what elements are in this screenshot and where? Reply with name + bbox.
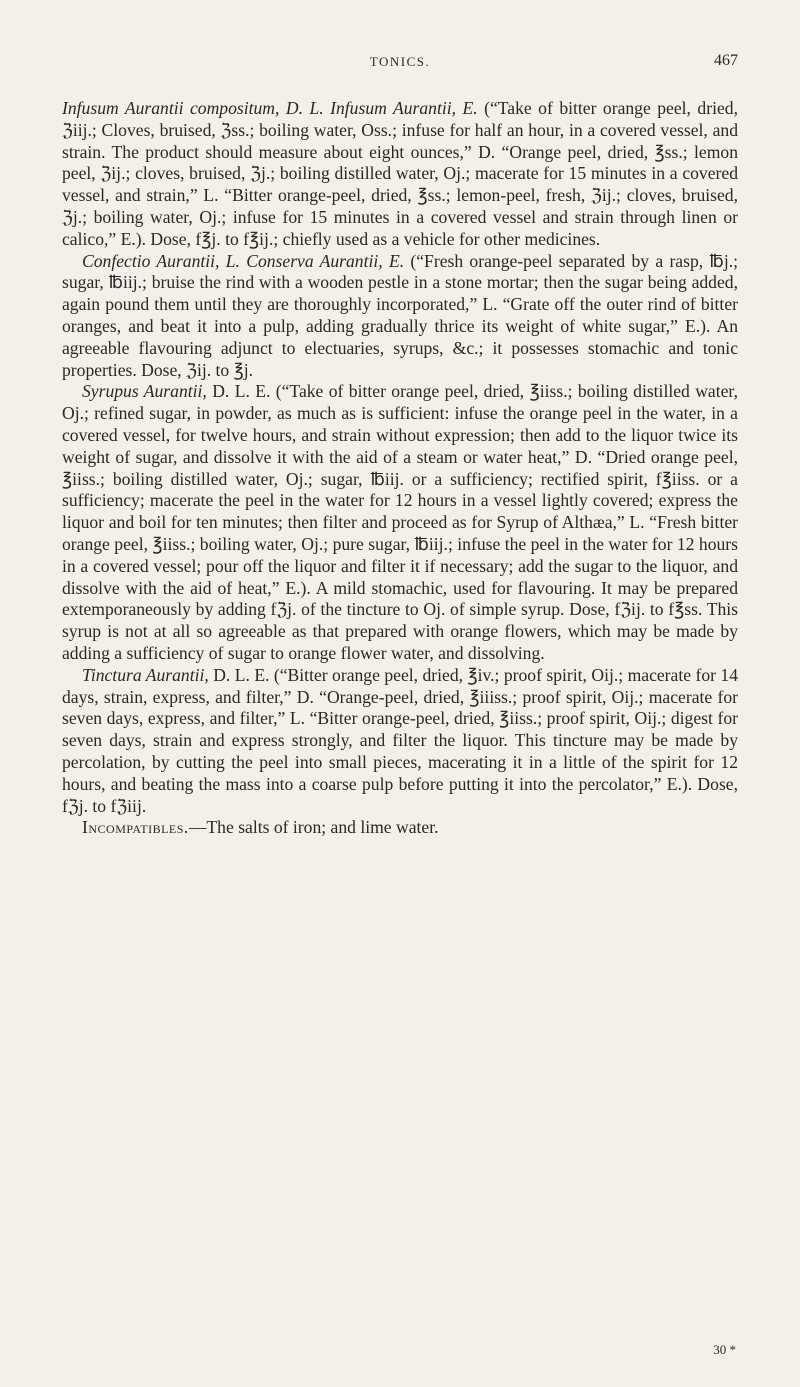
running-title: TONICS. [369,54,431,69]
entry-text: (“Take of bitter orange peel, dried, ℨiij.; Cloves, bruised, ℨss.; boiling water, Oss.; infuse for half an hour, in a covered vessel, and strain. The product should measure about eight ounces,” D. “Orange peel, dried, ℥ss.; lemon peel, ℨij.; cloves, bruised, ℨj.; boiling distilled water, Oj.; macerate for 15 minutes in a covered vessel, and strain,” L. “Bitter orange-peel, dried, ℥ss.; lemon-peel, fresh, ℨij.; cloves, bruised, ℨj.; boiling water, Oj.; infuse for 15 minutes in a covered vessel and strain through linen or calico,” E.). Dose, f℥j. to f℥ij.; chiefly used as a vehicle for other medicines. [62,98,738,249]
paragraph-tinctura-aurantii [62,665,738,818]
page-number: 467 [714,52,738,69]
entry-title: Infusum Aurantii compositum, D. L. [62,98,324,118]
paragraph-syrupus-aurantii [62,381,738,664]
incompatibles-label: Incompatibles. [82,817,189,838]
paragraph-confectio-aurantii [62,251,738,382]
entry-title: Syrupus Aurantii, [82,381,207,402]
entry-title: Tinctura Aurantii, [82,664,209,685]
incompatibles-text: —The salts of iron; and lime water. [188,817,439,838]
entry-title: Confectio Aurantii, L. [82,250,240,271]
running-head [62,52,738,72]
paragraph-infusum-aurantii [62,98,738,251]
paragraph-incompatibles [62,817,738,839]
body-text [62,98,738,839]
entry-text: (“Fresh orange-peel separated by a rasp, ℔j.; sugar, ℔iij.; bruise the rind with a wooden pestle in a stone mortar; then the sugar being added, again pound them until they are thoroughly incorporated,” L. “Grate off the outer rind of bitter oranges, and beat it into a pulp, adding gradually thrice its weight of white sugar,” E.). An agreeable flavouring adjunct to electuaries, syrups, &c.; it possesses stomachic and tonic properties. Dose, ℨij. to ℥j. [62,250,739,380]
entry-text: D. L. E. (“Take of bitter orange peel, dried, ℥iiss.; boiling distilled water, Oj.; refined sugar, in powder, as much as is sufficient: infuse the orange peel in the water, in a covered vessel, for twelve hours, and strain without expression; then add to the liquor twice its weight of sugar, and dissolve it with the aid of a steam or water heat,” D. “Dried orange peel, ℥iiss.; boiling distilled water, Oj.; sugar, ℔iij. or a sufficiency; rectified spirit, f℥iiss. or a sufficiency; macerate the peel in the water for 12 hours in a vessel lightly covered; express the liquor and boil for ten minutes; then filter and proceed as for Syrup of Althæa,” L. “Fresh bitter orange peel, ℥iiss.; boiling water, Oj.; pure sugar, ℔iij.; infuse the peel in the water for 12 hours in a covered vessel; pour off the liquor and filter it if necessary; add the sugar to the liquor, and dissolve with the aid of heat,” E.). A mild stomachic, used for flavouring. It may be prepared extemporaneously by adding fℨj. of the tincture to Oj. of simple syrup. Dose, fℨij. to f℥ss. This syrup is not at all so agreeable as that prepared with orange flowers, which may be made by adding a sufficiency of sugar to orange flower water, and dissolving. [62,381,738,663]
entry-title: Infusum Aurantii, E. [330,98,478,118]
entry-title: Conserva Aurantii, E. [246,250,405,271]
signature-mark: 30 * [713,1342,736,1357]
entry-text: D. L. E. (“Bitter orange peel, dried, ℥iv.; proof spirit, Oij.; macerate for 14 days, strain, express, and filter,” D. “Orange-peel, dried, ℥iiiss.; proof spirit, Oij.; macerate for seven days, express, and filter,” L. “Bitter orange-peel, dried, ℥iiss.; proof spirit, Oij.; digest for seven days, strain and express strongly, and filter the liquor. This tincture may be made by percolation, by cutting the peel into small pieces, macerating it in a little of the spirit for 12 hours, and beating the mass into a coarse pulp before putting it into the percolator,” E.). Dose, fℨj. to fℨiij. [62,664,739,816]
